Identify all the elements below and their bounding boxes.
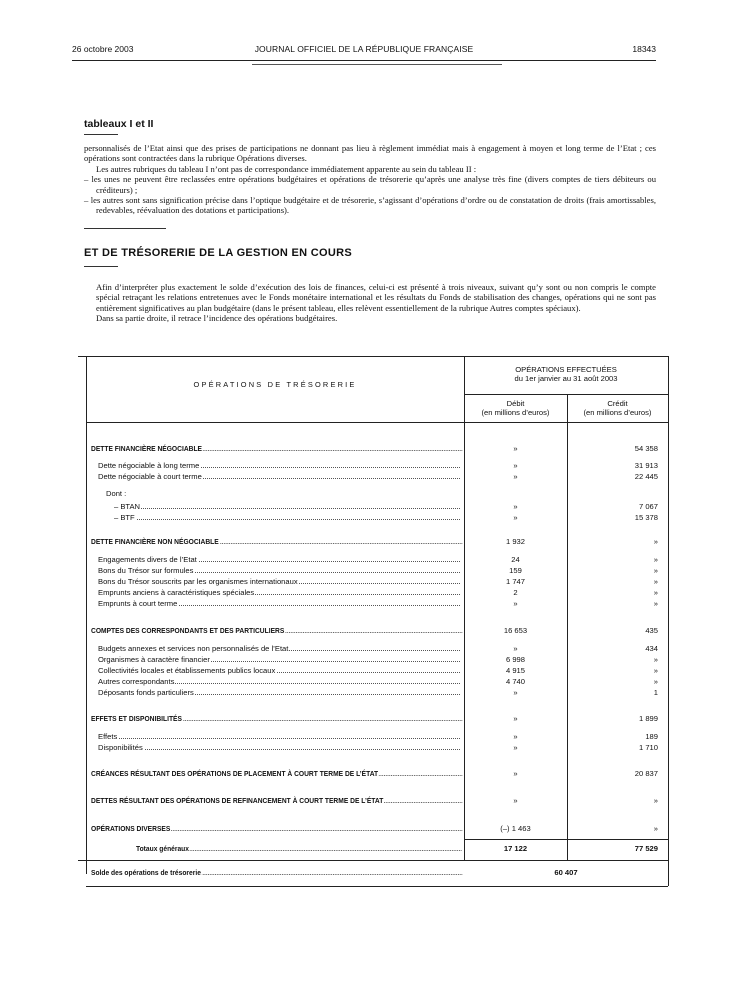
table-row	[78, 796, 668, 807]
total-credit-value: 77 529	[634, 844, 658, 853]
section-title-tableaux: tableaux I et II	[84, 118, 154, 130]
debit-value: »	[513, 644, 518, 653]
credit-value: »	[653, 599, 658, 608]
credit-value: »	[653, 666, 658, 675]
debit-value: »	[513, 688, 518, 697]
list-item: – les unes ne peuvent être reclassées entre opérations budgétaires et opérations de trésorerie qu’après une analyse très fine (divers comptes de tiers débiteurs ou créditeurs) ;	[84, 174, 656, 195]
debit-value: »	[513, 513, 518, 522]
table-row	[78, 566, 668, 577]
paragraph: personnalisés de l’Etat ainsi que des prises de participations ne donnant pas lieu à règlement immédiat mais à engagement à moyen et long terme de l’Etat ; ces opérations sont contractées dans la rubrique Opérations diverses.	[84, 143, 656, 164]
row-label: Déposants fonds particuliers	[98, 688, 194, 697]
debit-value: 16 653	[503, 626, 528, 635]
table-row	[78, 732, 668, 743]
row-label: COMPTES DES CORRESPONDANTS ET DES PARTICULIERS	[91, 626, 285, 635]
column-header-operations: OPÉRATIONS DE TRÉSORERIE	[193, 380, 357, 389]
debit-value: »	[513, 472, 518, 481]
credit-value: »	[653, 588, 658, 597]
table-row	[78, 688, 668, 699]
column-group-header	[464, 365, 668, 383]
debit-value: 4 915	[505, 666, 525, 675]
credit-value: 15 378	[634, 513, 658, 522]
debit-value: »	[513, 444, 518, 453]
column-header-debit	[464, 399, 567, 417]
table-row	[78, 472, 668, 483]
row-label: Dont :	[106, 489, 127, 498]
row-label: DETTE FINANCIÈRE NON NÉGOCIABLE	[91, 537, 219, 546]
credit-value: 1	[653, 688, 658, 697]
table-row	[78, 743, 668, 754]
row-label: – BTAN	[114, 502, 141, 511]
credit-value: 189	[645, 732, 658, 741]
row-label: Disponibilités	[98, 743, 143, 752]
credit-value: »	[653, 824, 658, 833]
table-row	[78, 577, 668, 588]
table-row	[78, 714, 668, 725]
page-header	[72, 44, 656, 58]
credit-value: »	[653, 555, 658, 564]
journal-title: JOURNAL OFFICIEL DE LA RÉPUBLIQUE FRANÇAISE	[254, 44, 474, 54]
table-top-border	[78, 356, 668, 357]
credit-value: 434	[645, 644, 658, 653]
table-row	[78, 461, 668, 472]
row-label: CRÉANCES RÉSULTANT DES OPÉRATIONS DE PLACEMENT À COURT TERME DE L’ÉTAT	[91, 769, 379, 778]
credit-value: »	[653, 577, 658, 586]
row-label: Dette négociable à court terme	[98, 472, 202, 481]
credit-value: 20 837	[634, 769, 658, 778]
treasury-operations-table	[78, 356, 668, 886]
totals-top-rule	[464, 839, 668, 840]
section-title-rule	[84, 266, 118, 267]
row-label: Collectivités locales et établissements publics locaux	[98, 666, 276, 675]
totals-label: Totaux généraux	[136, 844, 189, 853]
debit-value: 1 932	[505, 537, 525, 546]
header-divider	[464, 394, 668, 395]
credit-value: 1 710	[638, 743, 658, 752]
debit-value: »	[513, 502, 518, 511]
list-item: – les autres sont sans signification précise dans l’optique budgétaire et de trésorerie, s’agissant d’opérations d’ordre ou de constatation de droits (frais amortissables, redevables, réévaluation des dotations et participations).	[84, 195, 656, 216]
credit-value: »	[653, 537, 658, 546]
row-label: DETTES RÉSULTANT DES OPÉRATIONS DE REFINANCEMENT À COURT TERME DE L’ÉTAT	[91, 796, 384, 805]
table-row	[78, 444, 668, 455]
debit-value: »	[513, 769, 518, 778]
debit-value: 2	[513, 588, 518, 597]
row-label: Budgets annexes et services non personnalisés de l’Etat	[98, 644, 289, 653]
debit-value: 24	[511, 555, 520, 564]
table-row	[78, 502, 668, 513]
table-bottom-border	[86, 886, 668, 887]
credit-value: 7 067	[638, 502, 658, 511]
debit-value: 159	[509, 566, 522, 575]
balance-label: Solde des opérations de trésorerie	[91, 868, 201, 877]
section2-text	[84, 282, 656, 324]
header-rule	[72, 60, 656, 61]
table-row	[78, 626, 668, 637]
table-row	[78, 655, 668, 666]
row-label: Engagements divers de l’Etat	[98, 555, 197, 564]
credit-value: 31 913	[634, 461, 658, 470]
credit-value: »	[653, 796, 658, 805]
credit-value: »	[653, 677, 658, 686]
table-row	[78, 824, 668, 835]
header-date: 26 octobre 2003	[72, 44, 134, 54]
paragraph: Les autres rubriques du tableau I n’ont pas de correspondance immédiatement apparente au sein du tableau II :	[96, 163, 477, 174]
row-label: Emprunts anciens à caractéristiques spéciales	[98, 588, 255, 597]
table-row	[78, 537, 668, 548]
debit-value: 4 740	[505, 677, 525, 686]
table-row	[78, 769, 668, 780]
credit-value: »	[653, 655, 658, 664]
section-title-tresorerie: ET DE TRÉSORERIE DE LA GESTION EN COURS	[84, 247, 352, 259]
paragraph: Afin d’interpréter plus exactement le solde d’exécution des lois de finances, celui-ci est présenté à trois niveaux, suivant qu’y sont ou non compris le compte spécial retraçant les relations entretenues avec le Fonds monétaire international et les résultats du Fonds de stabilisation des changes, opérations qui ne sont pas entièrement significatives au plan budgétaire (dans le présent tableau, elles relèvent essentiellement de la rubrique Autres comptes spéciaux).	[96, 282, 656, 313]
table-row	[78, 599, 668, 610]
table-row	[78, 555, 668, 566]
debit-label: Débit	[506, 399, 525, 408]
row-label: – BTF	[114, 513, 135, 522]
column-group-period: du 1er janvier au 31 août 2003	[514, 374, 618, 383]
header-bottom-border	[86, 422, 668, 423]
debit-value: »	[513, 796, 518, 805]
debit-value: »	[513, 599, 518, 608]
debit-value: »	[513, 732, 518, 741]
credit-value: 22 445	[634, 472, 658, 481]
table-row	[78, 677, 668, 688]
debit-value: 6 998	[505, 655, 525, 664]
column-group-title: OPÉRATIONS EFFECTUÉES	[515, 365, 617, 374]
header-subrule	[252, 64, 502, 65]
section1-text	[84, 143, 656, 216]
row-label: Emprunts à court terme	[98, 599, 178, 608]
credit-value: 435	[645, 626, 658, 635]
debit-value: 1 747	[505, 577, 525, 586]
table-row	[78, 644, 668, 655]
debit-value: (–) 1 463	[500, 824, 531, 833]
section-end-rule	[84, 228, 166, 229]
totals-bottom-rule	[78, 860, 668, 861]
credit-label: Crédit	[607, 399, 628, 408]
debit-value: »	[513, 714, 518, 723]
table-row	[78, 489, 668, 500]
table-row	[78, 513, 668, 524]
page-number: 18343	[632, 44, 656, 54]
row-label: Autres correspondants	[98, 677, 175, 686]
balance-row	[78, 868, 668, 879]
credit-value: 1 899	[638, 714, 658, 723]
credit-value: »	[653, 566, 658, 575]
row-label: Effets	[98, 732, 118, 741]
row-label: Dette négociable à long terme	[98, 461, 200, 470]
balance-value: 60 407	[554, 868, 578, 877]
row-label: Bons du Trésor souscrits par les organismes internationaux	[98, 577, 298, 586]
column-header-credit	[567, 399, 668, 417]
row-label: OPÉRATIONS DIVERSES	[91, 824, 171, 833]
table-row	[78, 666, 668, 677]
paragraph: Dans sa partie droite, il retrace l’incidence des opérations budgétaires.	[96, 313, 338, 324]
row-label: Organismes à caractère financier	[98, 655, 210, 664]
totals-row	[78, 844, 668, 855]
row-label: DETTE FINANCIÈRE NÉGOCIABLE	[91, 444, 203, 453]
row-label: Bons du Trésor sur formules	[98, 566, 194, 575]
table-right-border	[668, 356, 669, 886]
credit-unit: (en millions d’euros)	[583, 408, 652, 417]
debit-value: »	[513, 743, 518, 752]
debit-unit: (en millions d’euros)	[481, 408, 550, 417]
row-label: EFFETS ET DISPONIBILITÉS	[91, 714, 182, 723]
credit-value: 54 358	[634, 444, 658, 453]
section-title-rule	[84, 134, 118, 135]
table-row	[78, 588, 668, 599]
total-debit-value: 17 122	[503, 844, 528, 853]
debit-value: »	[513, 461, 518, 470]
